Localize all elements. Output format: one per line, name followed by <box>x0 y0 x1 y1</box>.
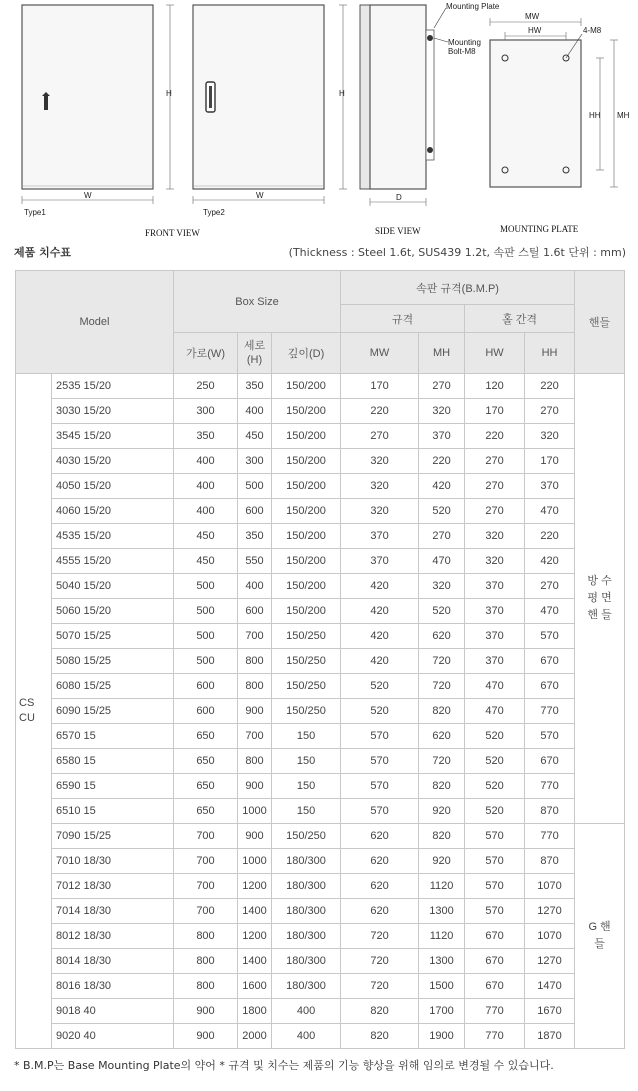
table-row <box>16 599 625 624</box>
model-cell: 4535 15/20 <box>52 524 174 549</box>
mounting-bolt-top-icon <box>427 35 433 41</box>
mh-cell: 620 <box>419 724 465 749</box>
width-cell: 450 <box>174 549 238 574</box>
hh-cell: 320 <box>525 424 575 449</box>
mw-cell: 520 <box>341 699 419 724</box>
mw-cell: 570 <box>341 799 419 824</box>
hw-cell: 170 <box>465 399 525 424</box>
table-row <box>16 449 625 474</box>
depth-cell: 150 <box>272 749 341 774</box>
bmp-header: 속판 규격(B.M.P) <box>341 271 575 305</box>
mw-cell: 620 <box>341 849 419 874</box>
mh-cell: 270 <box>419 524 465 549</box>
depth-cell: 180/300 <box>272 949 341 974</box>
hw-header: HW <box>465 333 525 374</box>
thickness-note: (Thickness : Steel 1.6t, SUS439 1.2t, 속판 스틸 1.6t 단위 : mm) <box>288 246 626 259</box>
side-view-caption: SIDE VIEW <box>375 226 421 236</box>
side-view <box>360 2 500 206</box>
diagram-svg <box>0 0 638 242</box>
table-row <box>16 374 625 399</box>
table-row <box>16 799 625 824</box>
dimension-table <box>15 270 625 1049</box>
mh-cell: 470 <box>419 549 465 574</box>
box-size-header: Box Size <box>174 271 341 333</box>
table-row <box>16 699 625 724</box>
table-row <box>16 874 625 899</box>
model-cell: 3030 15/20 <box>52 399 174 424</box>
width-cell: 800 <box>174 924 238 949</box>
hh-cell: 870 <box>525 799 575 824</box>
mh-cell: 720 <box>419 749 465 774</box>
height-cell: 1200 <box>238 924 272 949</box>
hw-cell: 270 <box>465 474 525 499</box>
model-cell: 8016 18/30 <box>52 974 174 999</box>
mw-cell: 620 <box>341 824 419 849</box>
front-view-type2 <box>193 5 347 217</box>
depth-cell: 150/250 <box>272 699 341 724</box>
mounting-plate-caption: MOUNTING PLATE <box>500 224 579 234</box>
depth-cell: 150/200 <box>272 449 341 474</box>
hh-cell: 570 <box>525 724 575 749</box>
width-cell: 700 <box>174 899 238 924</box>
mw-cell: 420 <box>341 624 419 649</box>
height-cell: 1000 <box>238 799 272 824</box>
hh-header: HH <box>525 333 575 374</box>
mw-cell: 420 <box>341 599 419 624</box>
mw-cell: 320 <box>341 499 419 524</box>
hw-cell: 570 <box>465 824 525 849</box>
type2-label: Type2 <box>203 208 225 217</box>
width-cell: 300 <box>174 399 238 424</box>
series-cell: CS CU <box>16 374 52 1049</box>
table-row <box>16 899 625 924</box>
mw-cell: 420 <box>341 649 419 674</box>
depth-cell: 150/200 <box>272 474 341 499</box>
height-cell: 1600 <box>238 974 272 999</box>
dim-h-label-2: H <box>339 89 345 98</box>
table-row <box>16 499 625 524</box>
hw-cell: 670 <box>465 924 525 949</box>
mh-cell: 220 <box>419 449 465 474</box>
height-cell: 350 <box>238 374 272 399</box>
front-view-caption: FRONT VIEW <box>145 228 200 238</box>
height-cell: 700 <box>238 624 272 649</box>
height-cell: 1000 <box>238 849 272 874</box>
depth-header: 깊이(D) <box>272 333 341 374</box>
table-row <box>16 824 625 849</box>
width-cell: 350 <box>174 424 238 449</box>
model-cell: 5070 15/25 <box>52 624 174 649</box>
width-cell: 250 <box>174 374 238 399</box>
mh-cell: 320 <box>419 574 465 599</box>
model-cell: 6590 15 <box>52 774 174 799</box>
hw-cell: 270 <box>465 499 525 524</box>
model-cell: 5080 15/25 <box>52 649 174 674</box>
model-cell: 7014 18/30 <box>52 899 174 924</box>
hh-cell: 1470 <box>525 974 575 999</box>
height-cell: 300 <box>238 449 272 474</box>
hw-cell: 570 <box>465 849 525 874</box>
mw-cell: 570 <box>341 774 419 799</box>
mh-cell: 820 <box>419 824 465 849</box>
hh-cell: 870 <box>525 849 575 874</box>
mw-cell: 820 <box>341 1024 419 1049</box>
type1-label: Type1 <box>24 208 46 217</box>
model-cell: 9018 40 <box>52 999 174 1024</box>
table-row <box>16 524 625 549</box>
height-cell: 900 <box>238 774 272 799</box>
spec-header: 규격 <box>341 305 465 333</box>
mh-cell: 420 <box>419 474 465 499</box>
mw-cell: 620 <box>341 874 419 899</box>
hh-cell: 470 <box>525 599 575 624</box>
hw-cell: 370 <box>465 649 525 674</box>
height-cell: 350 <box>238 524 272 549</box>
hh-cell: 1670 <box>525 999 575 1024</box>
width-cell: 500 <box>174 574 238 599</box>
hw-cell: 120 <box>465 374 525 399</box>
hw-cell: 370 <box>465 599 525 624</box>
height-cell: 450 <box>238 424 272 449</box>
table-row <box>16 649 625 674</box>
mounting-bolt-label-2: Bolt-M8 <box>448 47 476 56</box>
width-header: 가로(W) <box>174 333 238 374</box>
hh-cell: 220 <box>525 524 575 549</box>
height-cell: 900 <box>238 824 272 849</box>
table-row <box>16 924 625 949</box>
depth-cell: 150 <box>272 799 341 824</box>
mh-cell: 1900 <box>419 1024 465 1049</box>
table-row <box>16 974 625 999</box>
model-cell: 6510 15 <box>52 799 174 824</box>
mh-cell: 370 <box>419 424 465 449</box>
mw-cell: 820 <box>341 999 419 1024</box>
model-cell: 7090 15/25 <box>52 824 174 849</box>
hh-cell: 770 <box>525 824 575 849</box>
height-header: 세로(H) <box>238 333 272 374</box>
height-cell: 900 <box>238 699 272 724</box>
width-cell: 700 <box>174 849 238 874</box>
footer-note: * B.M.P는 Base Mounting Plate의 약어 * 규격 및 치수는 제품의 기능 향상을 위해 임의로 변경될 수 있습니다. <box>14 1059 554 1072</box>
mw-cell: 420 <box>341 574 419 599</box>
model-cell: 7010 18/30 <box>52 849 174 874</box>
width-cell: 700 <box>174 874 238 899</box>
mh-cell: 920 <box>419 799 465 824</box>
width-cell: 700 <box>174 824 238 849</box>
dim-m8-label: 4-M8 <box>583 26 602 35</box>
hw-cell: 470 <box>465 674 525 699</box>
model-header: Model <box>16 271 174 374</box>
width-cell: 650 <box>174 749 238 774</box>
model-cell: 7012 18/30 <box>52 874 174 899</box>
depth-cell: 180/300 <box>272 924 341 949</box>
depth-cell: 150/200 <box>272 374 341 399</box>
height-cell: 550 <box>238 549 272 574</box>
dim-mw-label: MW <box>525 12 540 21</box>
model-cell: 8012 18/30 <box>52 924 174 949</box>
depth-cell: 180/300 <box>272 899 341 924</box>
mh-cell: 720 <box>419 649 465 674</box>
hh-cell: 770 <box>525 699 575 724</box>
width-cell: 600 <box>174 699 238 724</box>
hh-cell: 270 <box>525 399 575 424</box>
handle-group-cell: G 핸 들 <box>575 824 625 1049</box>
hh-cell: 1270 <box>525 949 575 974</box>
hh-cell: 670 <box>525 649 575 674</box>
depth-cell: 180/300 <box>272 849 341 874</box>
width-cell: 900 <box>174 1024 238 1049</box>
dim-mh-label: MH <box>617 111 630 120</box>
model-cell: 9020 40 <box>52 1024 174 1049</box>
hw-cell: 470 <box>465 699 525 724</box>
hw-cell: 370 <box>465 624 525 649</box>
model-cell: 4030 15/20 <box>52 449 174 474</box>
table-row <box>16 749 625 774</box>
model-cell: 4060 15/20 <box>52 499 174 524</box>
depth-cell: 150/200 <box>272 574 341 599</box>
table-row <box>16 674 625 699</box>
mw-cell: 270 <box>341 424 419 449</box>
table-body <box>16 374 625 1049</box>
model-cell: 5040 15/20 <box>52 574 174 599</box>
depth-cell: 150/200 <box>272 499 341 524</box>
table-row <box>16 999 625 1024</box>
height-cell: 700 <box>238 724 272 749</box>
model-cell: 3545 15/20 <box>52 424 174 449</box>
model-cell: 6580 15 <box>52 749 174 774</box>
model-cell: 5060 15/20 <box>52 599 174 624</box>
depth-cell: 150/250 <box>272 674 341 699</box>
height-cell: 800 <box>238 674 272 699</box>
hh-cell: 570 <box>525 624 575 649</box>
width-cell: 650 <box>174 774 238 799</box>
table-row <box>16 474 625 499</box>
mw-cell: 620 <box>341 899 419 924</box>
depth-cell: 150 <box>272 724 341 749</box>
depth-cell: 180/300 <box>272 974 341 999</box>
width-cell: 400 <box>174 474 238 499</box>
depth-cell: 150/200 <box>272 524 341 549</box>
depth-cell: 400 <box>272 999 341 1024</box>
hw-cell: 770 <box>465 1024 525 1049</box>
hw-cell: 220 <box>465 424 525 449</box>
hh-cell: 270 <box>525 574 575 599</box>
mh-cell: 520 <box>419 599 465 624</box>
model-cell: 8014 18/30 <box>52 949 174 974</box>
mh-cell: 620 <box>419 624 465 649</box>
front-view-type1 <box>22 5 174 217</box>
height-cell: 400 <box>238 399 272 424</box>
mounting-plate-label: Mounting Plate <box>446 2 500 11</box>
mh-cell: 920 <box>419 849 465 874</box>
hh-cell: 1270 <box>525 899 575 924</box>
mw-cell: 370 <box>341 524 419 549</box>
width-cell: 400 <box>174 449 238 474</box>
model-cell: 6570 15 <box>52 724 174 749</box>
depth-cell: 400 <box>272 1024 341 1049</box>
depth-cell: 150/200 <box>272 399 341 424</box>
hh-cell: 220 <box>525 374 575 399</box>
mh-cell: 320 <box>419 399 465 424</box>
width-cell: 400 <box>174 499 238 524</box>
mw-cell: 570 <box>341 749 419 774</box>
height-cell: 600 <box>238 499 272 524</box>
hw-cell: 520 <box>465 724 525 749</box>
height-cell: 800 <box>238 749 272 774</box>
mw-cell: 720 <box>341 924 419 949</box>
width-cell: 800 <box>174 949 238 974</box>
height-cell: 800 <box>238 649 272 674</box>
height-cell: 500 <box>238 474 272 499</box>
height-cell: 1400 <box>238 899 272 924</box>
hw-cell: 520 <box>465 799 525 824</box>
table-header-row <box>14 244 626 262</box>
mw-cell: 170 <box>341 374 419 399</box>
section-title: 제품 치수표 <box>14 246 71 259</box>
mh-cell: 520 <box>419 499 465 524</box>
hw-cell: 320 <box>465 549 525 574</box>
mounting-plate-diagram <box>490 12 630 187</box>
height-cell: 400 <box>238 574 272 599</box>
width-cell: 450 <box>174 524 238 549</box>
dim-d-label: D <box>396 193 402 202</box>
dim-w-label-1: W <box>84 191 92 200</box>
hh-cell: 670 <box>525 749 575 774</box>
hw-cell: 320 <box>465 524 525 549</box>
product-diagrams <box>0 0 638 242</box>
hw-cell: 670 <box>465 949 525 974</box>
depth-cell: 150/250 <box>272 824 341 849</box>
width-cell: 500 <box>174 624 238 649</box>
mw-cell: 570 <box>341 724 419 749</box>
width-cell: 650 <box>174 724 238 749</box>
table-row <box>16 624 625 649</box>
depth-cell: 150/250 <box>272 624 341 649</box>
depth-cell: 180/300 <box>272 874 341 899</box>
height-cell: 1800 <box>238 999 272 1024</box>
hh-cell: 770 <box>525 774 575 799</box>
width-cell: 600 <box>174 674 238 699</box>
dim-hw-label: HW <box>528 26 542 35</box>
handle-group-cell: 방 수 평 면 핸 들 <box>575 374 625 824</box>
mw-cell: 220 <box>341 399 419 424</box>
dim-w-label-2: W <box>256 191 264 200</box>
width-cell: 800 <box>174 974 238 999</box>
mh-cell: 1120 <box>419 924 465 949</box>
mw-header: MW <box>341 333 419 374</box>
model-cell: 6090 15/25 <box>52 699 174 724</box>
mounting-bolt-bottom-icon <box>427 147 433 153</box>
height-cell: 1200 <box>238 874 272 899</box>
width-cell: 650 <box>174 799 238 824</box>
hw-cell: 570 <box>465 899 525 924</box>
depth-cell: 150/200 <box>272 599 341 624</box>
hh-cell: 1870 <box>525 1024 575 1049</box>
mw-cell: 520 <box>341 674 419 699</box>
model-cell: 4555 15/20 <box>52 549 174 574</box>
hh-cell: 420 <box>525 549 575 574</box>
mh-cell: 1120 <box>419 874 465 899</box>
model-cell: 2535 15/20 <box>52 374 174 399</box>
mh-header: MH <box>419 333 465 374</box>
depth-cell: 150/200 <box>272 424 341 449</box>
hh-cell: 170 <box>525 449 575 474</box>
table-row <box>16 849 625 874</box>
model-cell: 6080 15/25 <box>52 674 174 699</box>
hw-cell: 670 <box>465 974 525 999</box>
hh-cell: 1070 <box>525 924 575 949</box>
dim-h-label-1: H <box>166 89 172 98</box>
width-cell: 900 <box>174 999 238 1024</box>
mw-cell: 320 <box>341 474 419 499</box>
mw-cell: 720 <box>341 974 419 999</box>
table-row <box>16 774 625 799</box>
depth-cell: 150/200 <box>272 549 341 574</box>
depth-cell: 150/250 <box>272 649 341 674</box>
width-cell: 500 <box>174 649 238 674</box>
mh-cell: 1300 <box>419 949 465 974</box>
hw-cell: 270 <box>465 449 525 474</box>
model-cell: 4050 15/20 <box>52 474 174 499</box>
hh-cell: 1070 <box>525 874 575 899</box>
handle-header: 핸들 <box>575 271 625 374</box>
mh-cell: 1700 <box>419 999 465 1024</box>
hw-cell: 520 <box>465 774 525 799</box>
depth-cell: 150 <box>272 774 341 799</box>
height-cell: 1400 <box>238 949 272 974</box>
table-row <box>16 724 625 749</box>
hw-cell: 520 <box>465 749 525 774</box>
table-row <box>16 424 625 449</box>
width-cell: 500 <box>174 599 238 624</box>
table-row <box>16 549 625 574</box>
mw-cell: 720 <box>341 949 419 974</box>
mh-cell: 820 <box>419 774 465 799</box>
table-row <box>16 574 625 599</box>
hw-cell: 370 <box>465 574 525 599</box>
hh-cell: 470 <box>525 499 575 524</box>
mh-cell: 820 <box>419 699 465 724</box>
table-row <box>16 949 625 974</box>
table-row <box>16 399 625 424</box>
hw-cell: 770 <box>465 999 525 1024</box>
mounting-bolt-label-1: Mounting <box>448 38 481 47</box>
mh-cell: 720 <box>419 674 465 699</box>
mh-cell: 270 <box>419 374 465 399</box>
height-cell: 600 <box>238 599 272 624</box>
table-row <box>16 1024 625 1049</box>
height-cell: 2000 <box>238 1024 272 1049</box>
hh-cell: 370 <box>525 474 575 499</box>
mh-cell: 1300 <box>419 899 465 924</box>
hole-spacing-header: 홀 간격 <box>465 305 575 333</box>
mh-cell: 1500 <box>419 974 465 999</box>
mw-cell: 320 <box>341 449 419 474</box>
hh-cell: 670 <box>525 674 575 699</box>
mw-cell: 370 <box>341 549 419 574</box>
dim-hh-label: HH <box>589 111 601 120</box>
hw-cell: 570 <box>465 874 525 899</box>
